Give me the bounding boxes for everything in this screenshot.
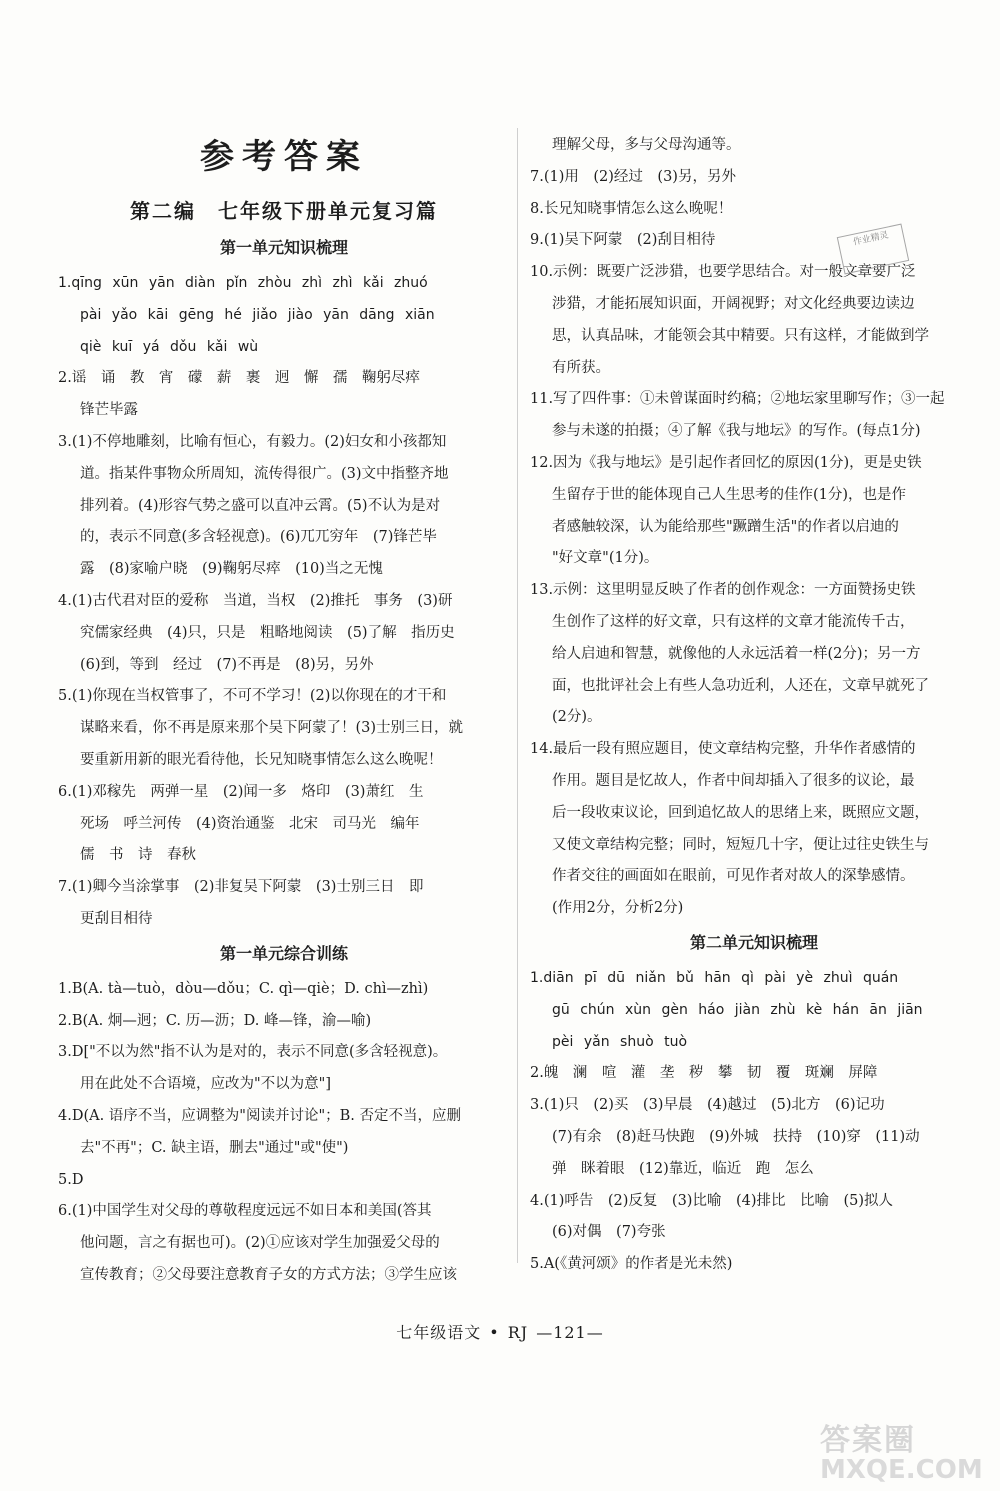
- answer-line: 4.(1)古代君对臣的爱称 当道，当权 (2)推托 事务 (3)研: [58, 592, 453, 609]
- answer-line: 涉猎，才能拓展知识面，开阔视野；对文化经典要边读边: [552, 295, 915, 312]
- answer-line: 6.(1)中国学生对父母的尊敬程度远远不如日本和美国(答其: [58, 1203, 432, 1220]
- subtitle-unit1-training: 第一单元综合训练: [219, 943, 348, 963]
- column-divider: [517, 128, 518, 1263]
- answer-line: 9.(1)吴下阿蒙 (2)刮目相待: [530, 232, 716, 249]
- answer-line: 生创作了这样的好文章，只有这样的文章才能流传千古，: [552, 613, 915, 630]
- footer-page-number: —121—: [536, 1323, 604, 1342]
- answer-line: (7)有余 (8)赶马快跑 (9)外城 扶持 (10)穿 (11)动: [552, 1128, 920, 1145]
- answer-line: 后一段收束议论，回到追忆故人的思绪上来，既照应文题，: [552, 804, 929, 821]
- answer-line: 11.写了四件事：①未曾谋面时约稿；②地坛家里聊写作；③一起: [530, 391, 945, 408]
- answer-line: 作用。题目是忆故人，作者中间却插入了很多的议论，最: [552, 772, 915, 789]
- answer-line: 弹 眯着眼 (12)靠近，临近 跑 怎么: [552, 1160, 814, 1177]
- answer-line: qiè kuī yá dǒu kǎi wù: [80, 338, 259, 355]
- footer-edition: RJ: [507, 1323, 529, 1342]
- answer-line: 2.谣 诵 教 宵 礞 薪 裹 迥 懈 孺 鞠躬尽瘁: [58, 370, 420, 387]
- answer-line: 者感触较深，认为能给那些"蹶蹭生活"的作者以启迪的: [552, 518, 899, 535]
- right-column: [530, 130, 978, 1281]
- answer-line: 2.魄 澜 喧 灌 垄 秽 攀 韧 覆 斑斓 屏障: [530, 1065, 878, 1082]
- watermark-site: MXQE.COM: [820, 1455, 983, 1485]
- answer-line: 4.D(A. 语序不当，应调整为"阅读并讨论"；B. 否定不当，应删: [58, 1107, 462, 1124]
- answer-line: 1.qīng xūn yān diàn pǐn zhòu zhì zhì kǎi zhuó: [58, 275, 428, 291]
- answer-line: 5.A(《黄河颂》的作者是光未然): [530, 1256, 733, 1273]
- answer-line: 要重新用新的眼光看待他，长兄知晓事情怎么这么晚呢！: [80, 751, 443, 768]
- answer-line: 10.示例：既要广泛涉猎，也要学思结合。对一般文章要广泛: [530, 264, 916, 281]
- stamp-mark: 作业精灵: [837, 224, 909, 275]
- answer-line: pèi yǎn shuò tuò: [552, 1033, 688, 1050]
- answer-line: 3.(1)只 (2)买 (3)早晨 (4)越过 (5)北方 (6)记功: [530, 1097, 885, 1114]
- answer-line: 宣传教育；②父母要注意教育子女的方式方法；③学生应该: [80, 1266, 457, 1283]
- answer-line: 露 (8)家喻户晓 (9)鞠躬尽瘁 (10)当之无愧: [80, 561, 383, 578]
- answer-line: 用在此处不合语境，应改为"不以为意"]: [80, 1076, 331, 1093]
- answer-line: 2.B(A. 炯—迥；C. 历—沥；D. 峰—锋，渝—喻): [58, 1012, 372, 1029]
- answer-line: 6.(1)邓稼先 两弹一星 (2)闻一多 烙印 (3)萧红 生: [58, 783, 424, 800]
- answer-line: 锋芒毕露: [80, 402, 138, 419]
- answer-line: 谋略来看，你不再是原来那个吴下阿蒙了！(3)士别三日，就: [80, 720, 464, 737]
- answer-line: 儒 书 诗 春秋: [80, 847, 196, 864]
- answer-line: 面，也批评社会上有些人急功近利，人还在，文章早就死了: [552, 677, 929, 694]
- page-title: 参考答案: [200, 137, 368, 177]
- answer-line: 5.D: [58, 1171, 84, 1188]
- answer-line: (作用2分，分析2分): [552, 900, 684, 917]
- answer-line: 他问题，言之有据也可)。(2)①应该对学生加强爱父母的: [80, 1235, 440, 1252]
- answer-line: "好文章"(1分)。: [552, 550, 659, 567]
- answer-line: 1.B(A. tà—tuò，dòu—dǒu；C. qì—qiè；D. chì—zhì): [58, 980, 429, 997]
- answer-line: 理解父母，多与父母沟通等。: [552, 137, 741, 153]
- answer-line: 12.因为《我与地坛》是引起作者回忆的原因(1分)，更是史铁: [530, 454, 922, 471]
- answer-line: 3.D["不以为然"指不认为是对的，表示不同意(多含轻视意)。: [58, 1044, 448, 1061]
- answer-line: 又使文章结构完整；同时，短短几十字，便让过往史铁生与: [552, 836, 929, 853]
- answer-line: 5.(1)你现在当权管事了，不可不学习！(2)以你现在的才干和: [58, 688, 447, 705]
- answer-line: 有所获。: [552, 359, 610, 376]
- answer-line: 3.(1)不停地雕刻，比喻有恒心，有毅力。(2)妇女和小孩都知: [58, 433, 447, 450]
- left-answers-2: [58, 974, 510, 1292]
- answer-line: 14.最后一段有照应题目，使文章结构完整，升华作者感情的: [530, 741, 916, 758]
- answer-line: 思，认真品味，才能领会其中精要。只有这样，才能做到学: [552, 327, 929, 344]
- answer-line: 更刮目相待: [80, 910, 153, 927]
- answer-line: (6)对偶 (7)夸张: [552, 1224, 666, 1241]
- answer-line: (2分)。: [552, 709, 602, 726]
- right-answers-2: [530, 963, 978, 1281]
- footer-dot: •: [489, 1323, 500, 1342]
- footer-grade-subject: 七年级语文: [396, 1323, 482, 1342]
- right-answers-1: [530, 130, 978, 925]
- answer-line: 7.(1)卿今当涂掌事 (2)非复吴下阿蒙 (3)士别三日 即: [58, 879, 424, 896]
- answer-line: 的，表示不同意(多含轻视意)。(6)兀兀穷年 (7)锋芒毕: [80, 529, 437, 546]
- answer-line: 7.(1)用 (2)经过 (3)另，另外: [530, 168, 736, 185]
- subtitle-unit1-knowledge: 第一单元知识梳理: [219, 238, 348, 257]
- answer-line: (6)到，等到 经过 (7)不再是 (8)另，另外: [80, 656, 374, 673]
- section-title: 第二编 七年级下册单元复习篇: [130, 199, 438, 223]
- watermark-logo: 答案圈: [820, 1423, 916, 1458]
- answer-line: pài yǎo kāi gēng hé jiǎo jiào yān dāng xiān: [80, 306, 435, 323]
- answer-line: 给人启迪和智慧，就像他的人永远活着一样(2分)；另一方: [552, 645, 921, 662]
- answer-line: 1.diān pī dū niǎn bǔ hān qì pài yè zhuì quán: [530, 969, 899, 986]
- answer-line: 参与未遂的拍摄；④了解《我与地坛》的写作。(每点1分): [552, 423, 921, 440]
- answer-line: 去"不再"；C. 缺主语，删去"通过"或"使"): [80, 1139, 349, 1156]
- answer-line: 死场 呼兰河传 (4)资治通鉴 北宋 司马光 编年: [80, 815, 420, 832]
- subtitle-unit2-knowledge: 第二单元知识梳理: [689, 932, 818, 952]
- answer-line: 13.示例：这里明显反映了作者的创作观念：一方面赞扬史铁: [530, 582, 916, 599]
- page-footer: [0, 1320, 1000, 1343]
- left-column: [58, 128, 510, 1292]
- answer-line: 4.(1)呼告 (2)反复 (3)比喻 (4)排比 比喻 (5)拟人: [530, 1192, 894, 1209]
- left-answers-1: [58, 268, 510, 936]
- answer-line: 作者交往的画面如在眼前，可见作者对故人的深挚感情。: [552, 868, 915, 885]
- answer-line: 8.长兄知晓事情怎么这么晚呢！: [530, 200, 733, 217]
- answer-line: 道。指某件事物众所周知，流传得很广。(3)文中指整齐地: [80, 465, 449, 482]
- answer-line: 究儒家经典 (4)只，只是 粗略地阅读 (5)了解 指历史: [80, 624, 455, 641]
- answer-line: 排列着。(4)形容气势之盛可以直冲云霄。(5)不认为是对: [80, 497, 441, 514]
- answer-line: gū chún xùn gèn háo jiàn zhù kè hán ān jiān: [552, 1001, 923, 1018]
- answer-line: 生留存于世的能体现自己人生思考的佳作(1分)，也是作: [552, 486, 907, 503]
